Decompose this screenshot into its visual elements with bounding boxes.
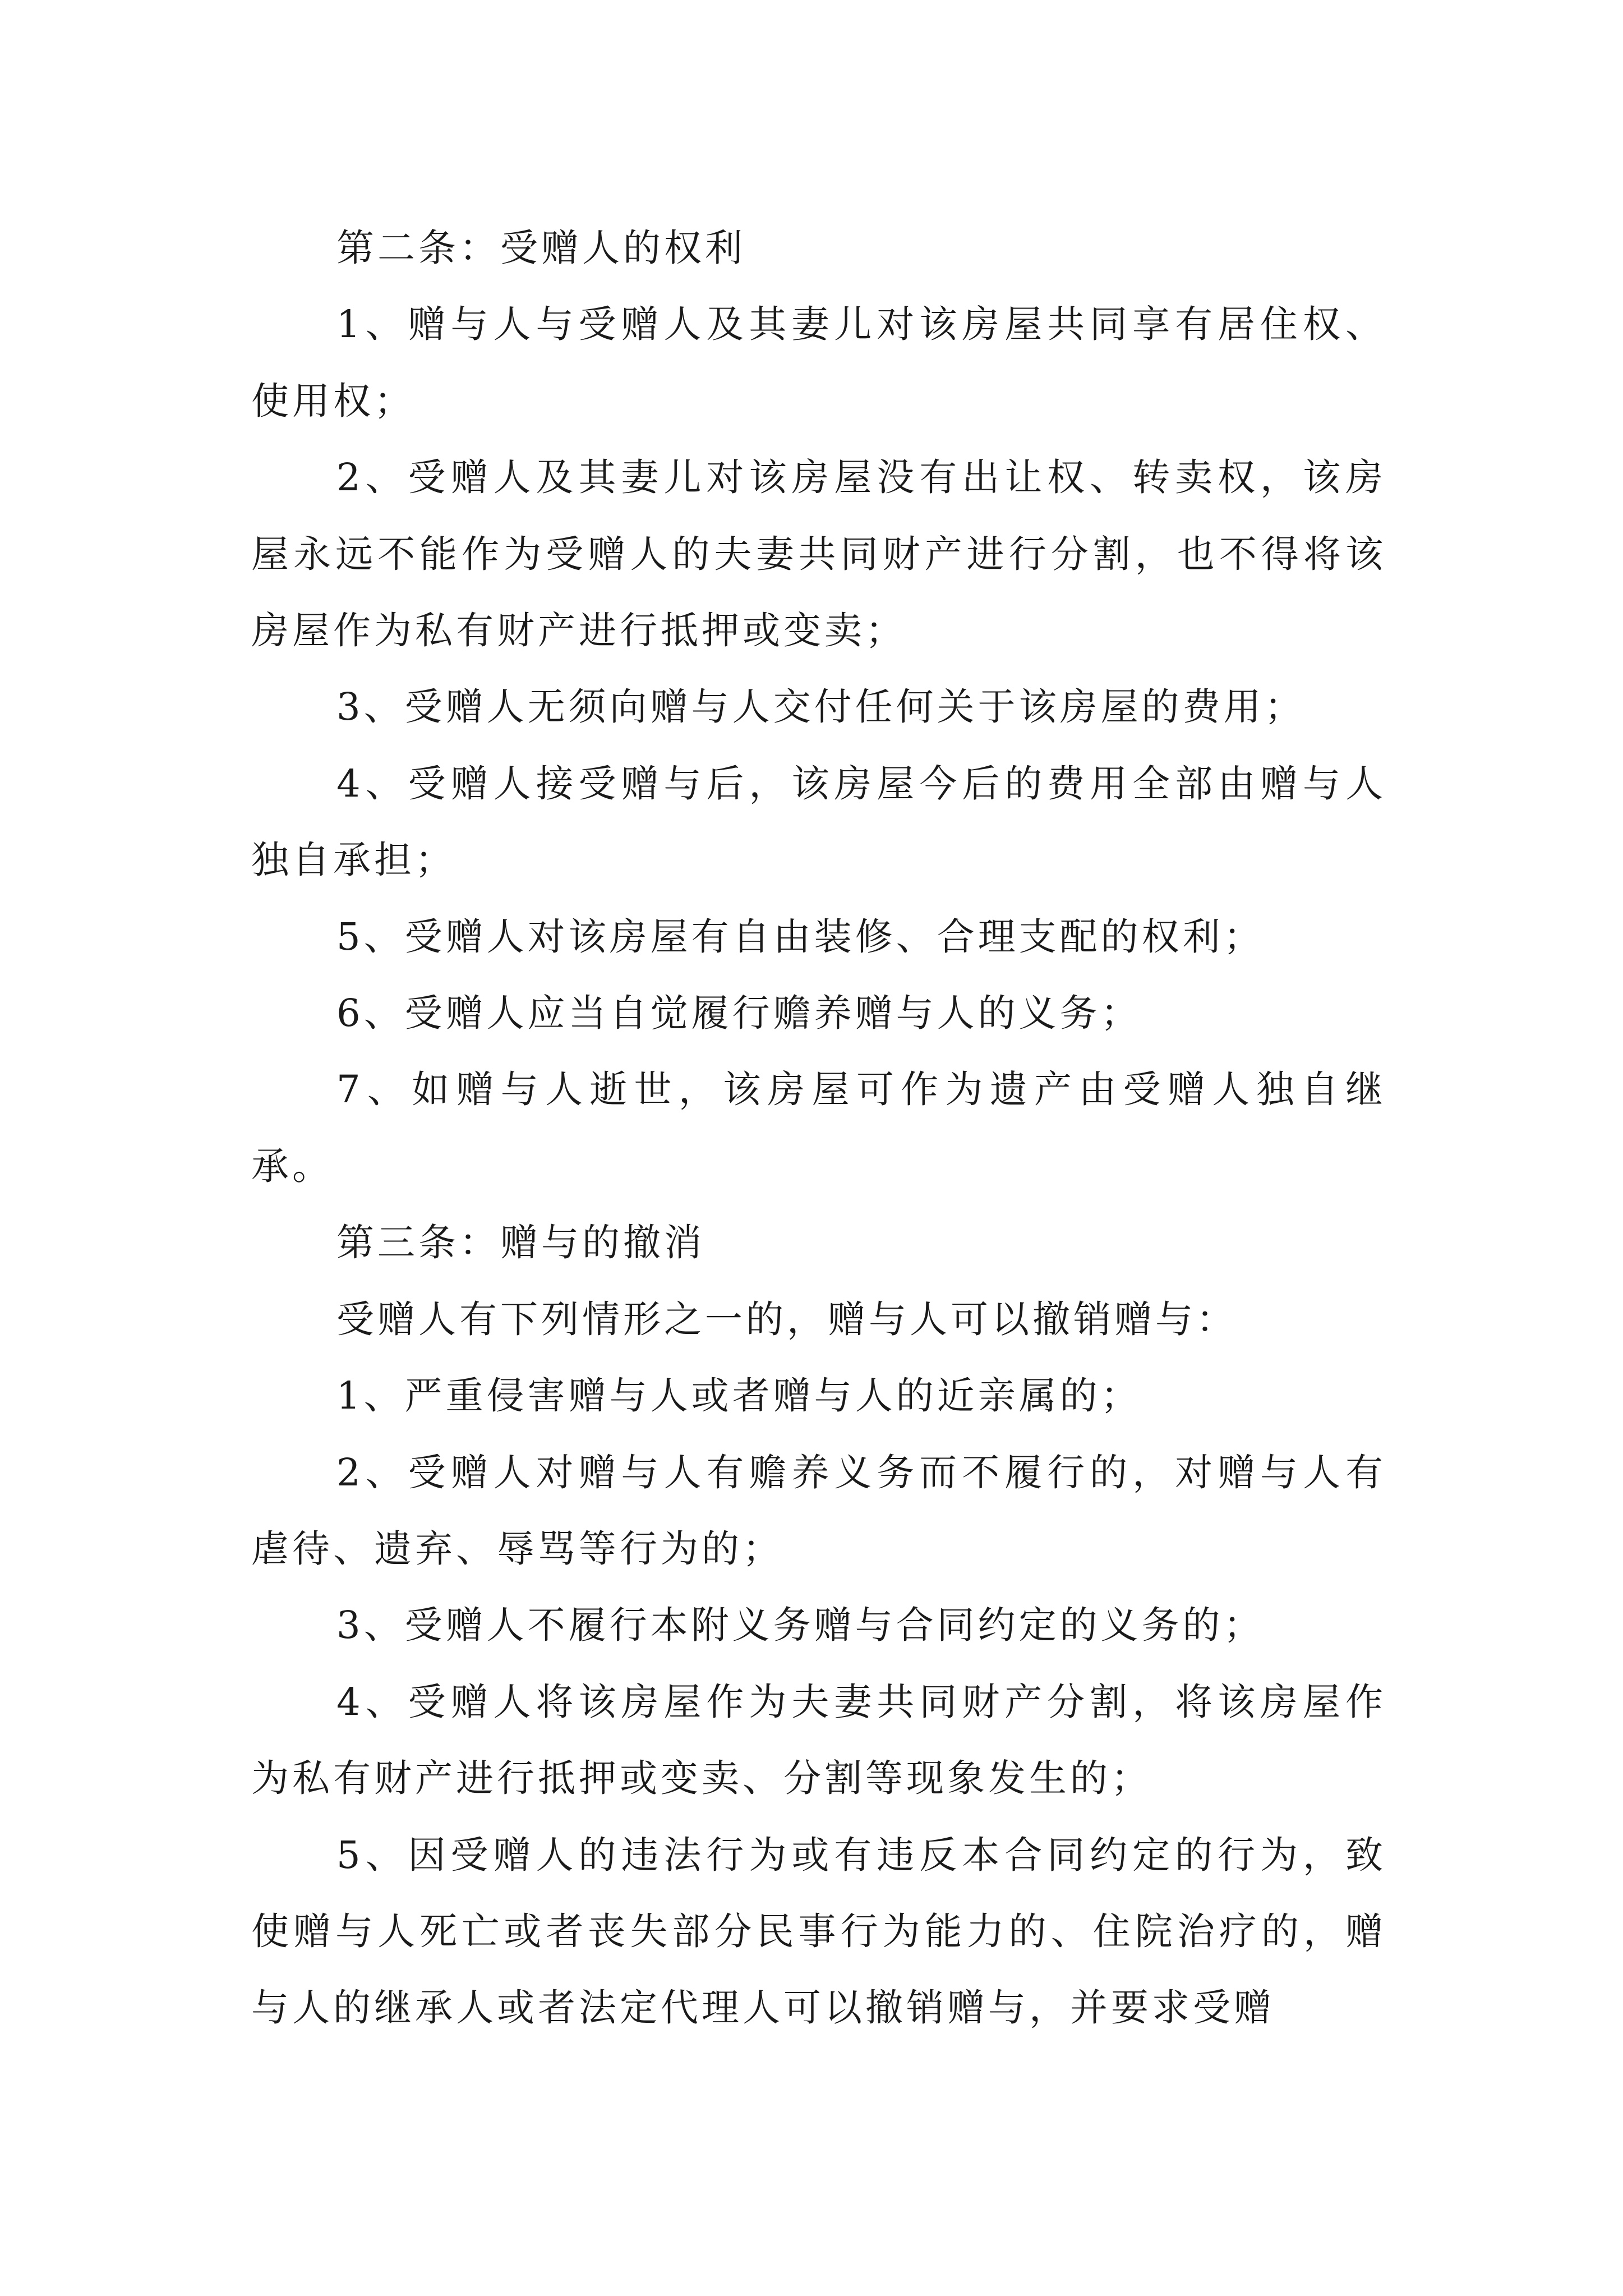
revocation-clause-1: 1、严重侵害赠与人或者赠与人的近亲属的； (336, 1374, 1142, 1418)
revocation-clause-3: 3、受赠人不履行本附义务赠与合同约定的义务的； (336, 1603, 1265, 1648)
clause-7-inheritance: 7、如赠与人逝世，该房屋可作为遗产由受赠人独自继承。 (251, 1068, 1386, 1188)
clause-3-no-fees: 3、受赠人无须向赠与人交付任何关于该房屋的费用； (336, 685, 1306, 729)
clause-5-renovation-right: 5、受赠人对该房屋有自由装修、合理支配的权利； (336, 914, 1265, 959)
section-heading-revocation: 第三条：赠与的撤消 (336, 1221, 705, 1265)
revocation-clause-2: 2、受赠人对赠与人有赡养义务而不履行的，对赠与人有虐待、遗弃、辱骂等行为的； (251, 1450, 1386, 1571)
revocation-intro: 受赠人有下列情形之一的，赠与人可以撤销赠与： (336, 1297, 1237, 1341)
section-heading-recipient-rights: 第二条：受赠人的权利 (336, 226, 746, 270)
document-body (251, 210, 1386, 2046)
revocation-clause-5: 5、因受赠人的违法行为或有违反本合同约定的行为，致使赠与人死亡或者丧失部分民事行为能力的、住院治疗的，赠与人的继承人或者法定代理人可以撤销赠与，并要求受赠 (251, 1833, 1386, 2030)
clause-1-residence-right: 1、赠与人与受赠人及其妻儿对该房屋共同享有居住权、使用权； (251, 302, 1386, 423)
clause-6-support-duty: 6、受赠人应当自觉履行赡养赠与人的义务； (336, 991, 1142, 1036)
clause-2-no-transfer-right: 2、受赠人及其妻儿对该房屋没有出让权、转卖权，该房屋永远不能作为受赠人的夫妻共同财产进行分割，也不得将该房屋作为私有财产进行抵押或变卖； (251, 455, 1386, 653)
clause-4-future-costs: 4、受赠人接受赠与后，该房屋今后的费用全部由赠与人独自承担； (251, 761, 1386, 882)
revocation-clause-4: 4、受赠人将该房屋作为夫妻共同财产分割，将该房屋作为私有财产进行抵押或变卖、分割等现象发生的； (251, 1680, 1386, 1801)
